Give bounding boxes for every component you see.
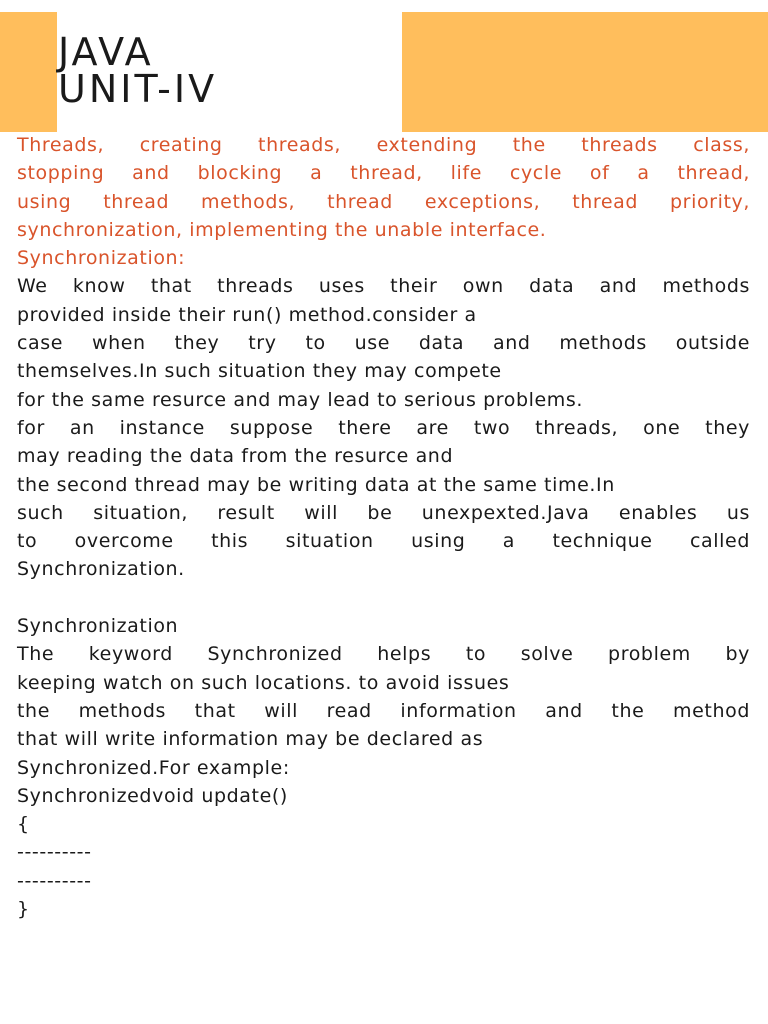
body-line: provided inside their run() method.consider a xyxy=(17,303,477,326)
body-line: keeping watch on such locations. to avoid issues xyxy=(17,671,510,694)
code-line: ---------- xyxy=(17,841,92,864)
title-line-2: UNIT-IV xyxy=(58,67,218,111)
body-line: that will write information may be declared as xyxy=(17,728,484,751)
title-line-1: JAVA xyxy=(58,30,154,74)
body-line: The keyword Synchronized helps to solve problem by xyxy=(17,643,750,666)
topics-line: Threads, creating threads, extending the threads class, xyxy=(17,134,750,156)
subheading: Synchronization xyxy=(17,615,179,638)
page-title xyxy=(58,30,218,111)
body-line: themselves.In such situation they may compete xyxy=(17,360,502,383)
body-line: the methods that will read information and the method xyxy=(17,699,750,722)
body-line: the second thread may be writing data at the same time.In xyxy=(17,473,615,496)
accent-block-left xyxy=(0,12,57,132)
body-line: to overcome this situation using a technique called xyxy=(17,530,750,553)
code-line: } xyxy=(17,898,30,921)
document-content xyxy=(17,131,750,923)
body-text xyxy=(17,272,750,923)
code-line: ---------- xyxy=(17,869,92,892)
accent-block-right xyxy=(402,12,768,132)
body-line: for an instance suppose there are two threads, one they xyxy=(17,416,750,439)
body-line: We know that threads uses their own data and methods xyxy=(17,275,750,298)
code-line: { xyxy=(17,813,30,836)
body-line: case when they try to use data and methods outside xyxy=(17,332,750,355)
topics-line: using thread methods, thread exceptions, thread priority, xyxy=(17,190,750,213)
body-line: such situation, result will be unexpexted.Java enables us xyxy=(17,501,750,524)
blank-line xyxy=(17,584,750,612)
body-line: Synchronized.For example: xyxy=(17,756,290,779)
code-line: Synchronizedvoid update() xyxy=(17,784,288,807)
body-line: Synchronization. xyxy=(17,558,185,581)
topics-paragraph xyxy=(17,131,750,272)
topics-line: synchronization, implementing the unable interface. xyxy=(17,218,547,241)
body-line: for the same resurce and may lead to serious problems. xyxy=(17,388,584,411)
topics-line: stopping and blocking a thread, life cycle of a thread, xyxy=(17,162,750,185)
body-line: may reading the data from the resurce and xyxy=(17,445,454,468)
section-heading: Synchronization: xyxy=(17,247,186,270)
